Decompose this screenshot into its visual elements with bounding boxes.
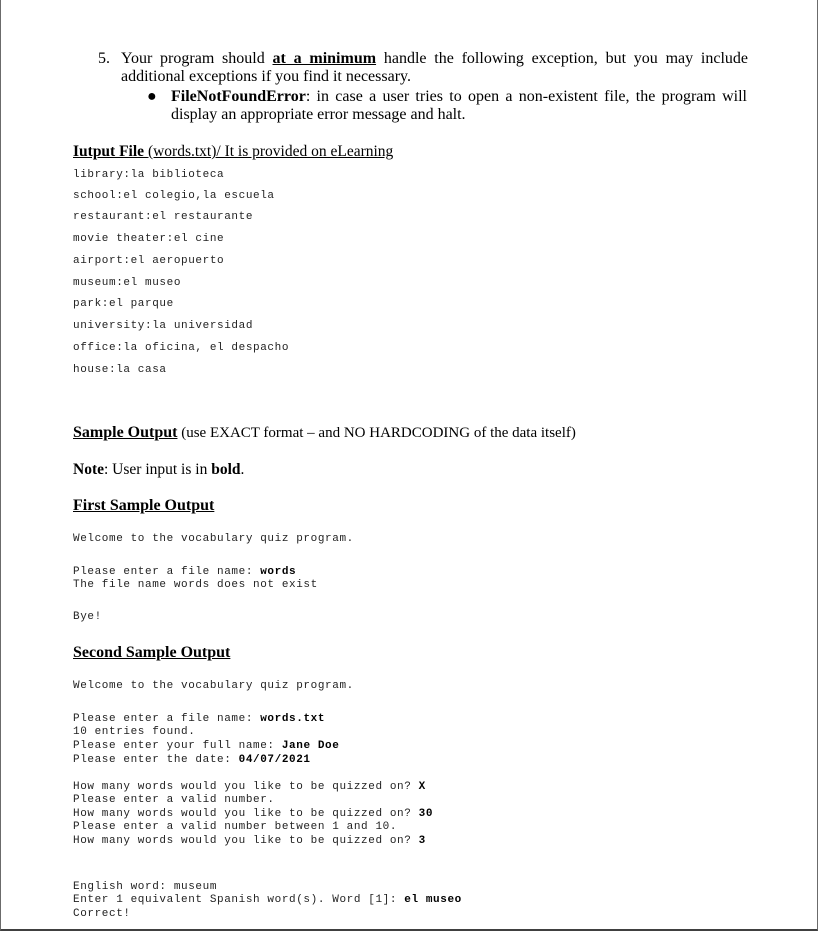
output-line: Correct! <box>73 908 131 920</box>
file-line: library:la biblioteca <box>73 169 225 181</box>
file-line: school:el colegio,la escuela <box>73 190 275 202</box>
first-sample-heading: First Sample Output <box>73 497 215 514</box>
user-input: el museo <box>404 894 462 906</box>
first-sample-bye: Bye! <box>73 611 102 623</box>
output-line: Please enter the date: 04/07/2021 <box>73 754 311 766</box>
output-line: Please enter your full name: Jane Doe <box>73 740 340 752</box>
exception-bullet <box>147 88 747 124</box>
first-sample-welcome: Welcome to the vocabulary quiz program. <box>73 533 354 545</box>
user-input: X <box>418 781 426 793</box>
output-line: How many words would you like to be quizzed on? 3 <box>73 835 426 847</box>
file-line: university:la universidad <box>73 320 254 332</box>
user-input: words <box>260 566 297 578</box>
user-input: Jane Doe <box>281 740 340 752</box>
output-line: How many words would you like to be quizzed on? 30 <box>73 808 434 820</box>
file-line: movie theater:el cine <box>73 233 225 245</box>
file-line: park:el parque <box>73 298 174 310</box>
file-line: airport:el aeropuerto <box>73 255 225 267</box>
output-line: Enter 1 equivalent Spanish word(s). Word [1]: el museo <box>73 894 462 906</box>
file-line: restaurant:el restaurante <box>73 211 254 223</box>
second-sample-welcome: Welcome to the vocabulary quiz program. <box>73 680 354 692</box>
second-sample-heading: Second Sample Output <box>73 644 231 661</box>
output-line: 10 entries found. <box>73 726 196 738</box>
requirement-number: 5. <box>98 50 110 67</box>
user-input: 04/07/2021 <box>238 754 311 766</box>
first-sample-prompt: Please enter a file name: words <box>73 566 297 578</box>
user-input: 30 <box>418 808 434 820</box>
exception-description: : in case a user tries to open a non-existent file, the program will display an appropriate error message and halt. <box>171 88 747 123</box>
sample-output-heading: Sample Output (use EXACT format – and NO HARDCODING of the data itself) <box>73 424 576 441</box>
requirement-text: Your program should at a minimum handle the following exception, but you may include additional exceptions if you find it necessary. <box>121 50 748 85</box>
file-line: office:la oficina, el despacho <box>73 342 290 354</box>
output-line: Please enter a file name: words.txt <box>73 713 326 725</box>
user-input: words.txt <box>260 713 326 725</box>
input-file-heading: Iutput File (words.txt)/ It is provided on eLearning <box>73 143 394 160</box>
file-line: house:la casa <box>73 364 167 376</box>
output-line: How many words would you like to be quizzed on? X <box>73 781 426 793</box>
user-input: 3 <box>418 835 426 847</box>
file-line: museum:el museo <box>73 277 182 289</box>
requirement-emphasis: at a minimum <box>272 50 377 67</box>
output-line: Please enter a valid number between 1 and 10. <box>73 821 398 833</box>
exception-term: FileNotFoundError <box>171 88 306 105</box>
bullet-icon: ● <box>147 88 157 105</box>
requirement-item <box>98 50 748 86</box>
output-line: English word: museum <box>73 881 218 893</box>
note-line: Note: User input is in bold. <box>73 461 245 478</box>
output-line: Please enter a valid number. <box>73 794 275 806</box>
first-sample-error: The file name words does not exist <box>73 579 318 591</box>
